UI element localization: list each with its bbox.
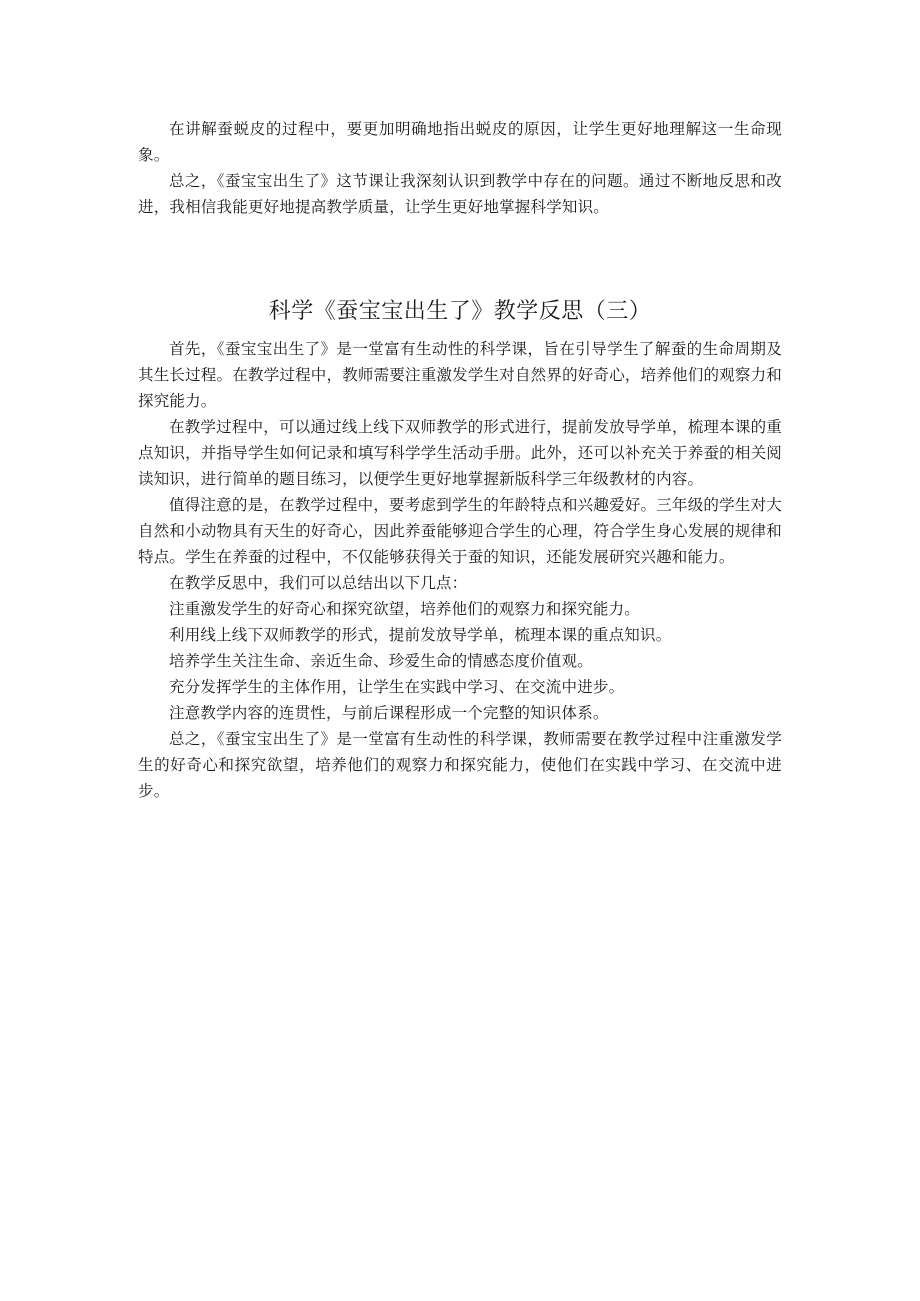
body-paragraph-4: 在教学反思中，我们可以总结出以下几点： <box>169 574 468 592</box>
reflection-section <box>138 296 782 804</box>
summary-point-4: 充分发挥学生的主体作用，让学生在实践中学习、在交流中进步。 <box>169 678 625 696</box>
conclusion-paragraph: 总之，《蚕宝宝出生了》是一堂富有生动性的科学课，教师需要在教学过程中注重激发学生的好奇心和探究欲望，培养他们的观察力和探究能力，使他们在实践中学习、在交流中进步。 <box>138 730 782 800</box>
summary-point-2: 利用线上线下双师教学的形式，提前发放导学单，梳理本课的重点知识。 <box>169 626 672 644</box>
summary-point-1: 注重激发学生的好奇心和探究欲望，培养他们的观察力和探究能力。 <box>169 600 641 618</box>
body-paragraph-2: 在教学过程中，可以通过线上线下双师教学的形式进行，提前发放导学单，梳理本课的重点知识，并指导学生如何记录和填写科学学生活动手册。此外，还可以补充关于养蚕的相关阅读知识，进行简单的题目练习，以便学生更好地掌握新版科学三年级教材的内容。 <box>138 418 782 488</box>
section-title: 科学《蚕宝宝出生了》教学反思（三） <box>268 299 652 324</box>
summary-point-5: 注意教学内容的连贯性，与前后课程形成一个完整的知识体系。 <box>169 704 609 722</box>
body-paragraph-3: 值得注意的是，在教学过程中，要考虑到学生的年龄特点和兴趣爱好。三年级的学生对大自然和小动物具有天生的好奇心，因此养蚕能够迎合学生的心理，符合学生身心发展的规律和特点。学生在养蚕的过程中，不仅能够获得关于蚕的知识，还能发展研究兴趣和能力。 <box>138 496 782 566</box>
intro-section <box>138 116 782 220</box>
intro-paragraph-1: 在讲解蚕蜕皮的过程中，要更加明确地指出蜕皮的原因，让学生更好地理解这一生命现象。 <box>138 120 782 164</box>
summary-point-3: 培养学生关注生命、亲近生命、珍爱生命的情感态度价值观。 <box>169 652 593 670</box>
intro-paragraph-2: 总之，《蚕宝宝出生了》这节课让我深刻认识到教学中存在的问题。通过不断地反思和改进，我相信我能更好地提高教学质量，让学生更好地掌握科学知识。 <box>138 172 782 216</box>
body-paragraph-1: 首先，《蚕宝宝出生了》是一堂富有生动性的科学课，旨在引导学生了解蚕的生命周期及其生长过程。在教学过程中，教师需要注重激发学生对自然界的好奇心，培养他们的观察力和探究能力。 <box>138 340 782 410</box>
